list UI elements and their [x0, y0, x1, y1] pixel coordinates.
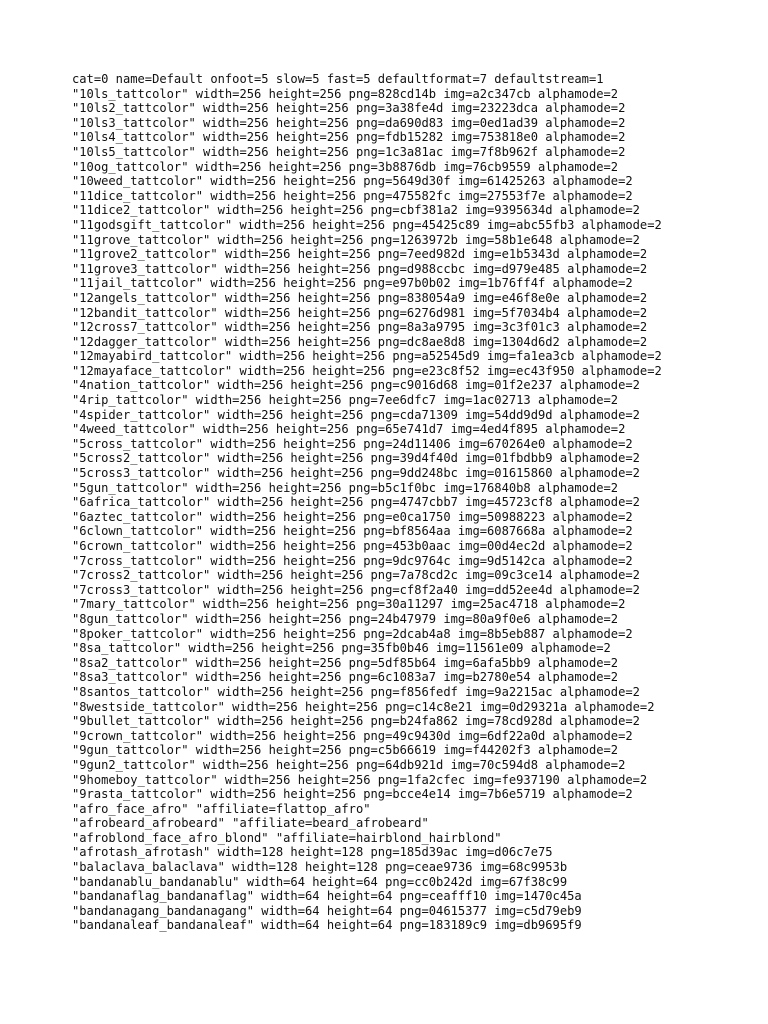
document-line: "4spider_tattcolor" width=256 height=256 png=cda71309 img=54dd9d9d alphamode=2 — [72, 407, 640, 422]
document-line: "10ls3_tattcolor" width=256 height=256 png=da690d83 img=0ed1ad39 alphamode=2 — [72, 115, 626, 130]
document-line: "10ls5_tattcolor" width=256 height=256 png=1c3a81ac img=7f8b962f alphamode=2 — [72, 144, 626, 159]
document-line: "6africa_tattcolor" width=256 height=256 png=4747cbb7 img=45723cf8 alphamode=2 — [72, 495, 640, 510]
document-line: "afrobeard_afrobeard" "affiliate=beard_afrobeard" — [72, 816, 429, 831]
document-line: "afroblond_face_afro_blond" "affiliate=hairblond_hairblond" — [72, 830, 502, 845]
document-line: "5gun_tattcolor" width=256 height=256 png=b5c1f0bc img=176840b8 alphamode=2 — [72, 480, 619, 495]
document-line: "12bandit_tattcolor" width=256 height=256 png=6276d981 img=5f7034b4 alphamode=2 — [72, 305, 648, 320]
document-line: "bandanablu_bandanablu" width=64 height=64 png=cc0b242d img=67f38c99 — [72, 874, 568, 889]
document-line: "9crown_tattcolor" width=256 height=256 png=49c9430d img=6df22a0d alphamode=2 — [72, 728, 633, 743]
document-line: "12angels_tattcolor" width=256 height=256 png=838054a9 img=e46f8e0e alphamode=2 — [72, 290, 648, 305]
document-line: "4nation_tattcolor" width=256 height=256 png=c9016d68 img=01f2e237 alphamode=2 — [72, 378, 640, 393]
document-line: "10weed_tattcolor" width=256 height=256 png=5649d30f img=61425263 alphamode=2 — [72, 174, 633, 189]
document-line: "afro_face_afro" "affiliate=flattop_afro" — [72, 801, 371, 816]
document-line: "11grove_tattcolor" width=256 height=256 png=1263972b img=58b1e648 alphamode=2 — [72, 232, 640, 247]
document-line: "9gun2_tattcolor" width=256 height=256 png=64db921d img=70c594d8 alphamode=2 — [72, 757, 626, 772]
document-line: "balaclava_balaclava" width=128 height=128 png=ceae9736 img=68c9953b — [72, 860, 568, 875]
document-line: "4rip_tattcolor" width=256 height=256 png=7ee6dfc7 img=1ac02713 alphamode=2 — [72, 393, 619, 408]
document-line: "11jail_tattcolor" width=256 height=256 png=e97b0b02 img=1b76ff4f alphamode=2 — [72, 276, 633, 291]
document-line: "5cross2_tattcolor" width=256 height=256 png=39d4f40d img=01fbdbb9 alphamode=2 — [72, 451, 640, 466]
document-line: "9homeboy_tattcolor" width=256 height=256 png=1fa2cfec img=fe937190 alphamode=2 — [72, 772, 648, 787]
document-line: "10ls2_tattcolor" width=256 height=256 png=3a38fe4d img=23223dca alphamode=2 — [72, 101, 626, 116]
document-line: "12cross7_tattcolor" width=256 height=256 png=8a3a9795 img=3c3f01c3 alphamode=2 — [72, 320, 648, 335]
document-line: "9rasta_tattcolor" width=256 height=256 png=bcce4e14 img=7b6e5719 alphamode=2 — [72, 787, 633, 802]
document-line: "8santos_tattcolor" width=256 height=256 png=f856fedf img=9a2215ac alphamode=2 — [72, 684, 640, 699]
document-line: "bandanaflag_bandanaflag" width=64 height=64 png=ceafff10 img=1470c45a — [72, 889, 582, 904]
document-line: "12mayabird_tattcolor" width=256 height=256 png=a52545d9 img=fa1ea3cb alphamode=2 — [72, 349, 662, 364]
document-line: "11dice_tattcolor" width=256 height=256 png=475582fc img=27553f7e alphamode=2 — [72, 188, 633, 203]
document-line: "9gun_tattcolor" width=256 height=256 png=c5b66619 img=f44202f3 alphamode=2 — [72, 743, 619, 758]
document-line: "5cross3_tattcolor" width=256 height=256 png=9dd248bc img=01615860 alphamode=2 — [72, 466, 640, 481]
document-line: "8sa2_tattcolor" width=256 height=256 png=5df85b64 img=6afa5bb9 alphamode=2 — [72, 655, 619, 670]
document-line: "8sa_tattcolor" width=256 height=256 png=35fb0b46 img=11561e09 alphamode=2 — [72, 641, 611, 656]
document-body — [72, 72, 742, 933]
document-line: "8westside_tattcolor" width=256 height=256 png=c14c8e21 img=0d29321a alphamode=2 — [72, 699, 655, 714]
document-line: "afrotash_afrotash" width=128 height=128 png=185d39ac img=d06c7e75 — [72, 845, 553, 860]
document-line: "11godsgift_tattcolor" width=256 height=256 png=45425c89 img=abc55fb3 alphamode=2 — [72, 217, 662, 232]
document-line: "bandanagang_bandanagang" width=64 height=64 png=04615377 img=c5d79eb9 — [72, 903, 582, 918]
document-line: cat=0 name=Default onfoot=5 slow=5 fast=5 defaultformat=7 defaultstream=1 — [72, 72, 604, 86]
document-line: "10ls4_tattcolor" width=256 height=256 png=fdb15282 img=753818e0 alphamode=2 — [72, 130, 626, 145]
document-line: "11dice2_tattcolor" width=256 height=256 png=cbf381a2 img=9395634d alphamode=2 — [72, 203, 640, 218]
document-line: "11grove2_tattcolor" width=256 height=256 png=7eed982d img=e1b5343d alphamode=2 — [72, 247, 648, 262]
document-line: "12mayaface_tattcolor" width=256 height=256 png=e23c8f52 img=ec43f950 alphamode=2 — [72, 363, 662, 378]
document-line: "8poker_tattcolor" width=256 height=256 png=2dcab4a8 img=8b5eb887 alphamode=2 — [72, 626, 633, 641]
document-line: "6aztec_tattcolor" width=256 height=256 png=e0ca1750 img=50988223 alphamode=2 — [72, 509, 633, 524]
document-line: "6clown_tattcolor" width=256 height=256 png=bf8564aa img=6087668a alphamode=2 — [72, 524, 633, 539]
document-line: "7cross2_tattcolor" width=256 height=256 png=7a78cd2c img=09c3ce14 alphamode=2 — [72, 568, 640, 583]
document-line: "12dagger_tattcolor" width=256 height=256 png=dc8ae8d8 img=1304d6d2 alphamode=2 — [72, 334, 648, 349]
document-line: "7mary_tattcolor" width=256 height=256 png=30a11297 img=25ac4718 alphamode=2 — [72, 597, 626, 612]
document-line: "9bullet_tattcolor" width=256 height=256 png=b24fa862 img=78cd928d alphamode=2 — [72, 714, 640, 729]
document-line: "4weed_tattcolor" width=256 height=256 png=65e741d7 img=4ed4f895 alphamode=2 — [72, 422, 626, 437]
document-line: "8sa3_tattcolor" width=256 height=256 png=6c1083a7 img=b2780e54 alphamode=2 — [72, 670, 619, 685]
document-line: "8gun_tattcolor" width=256 height=256 png=24b47979 img=80a9f0e6 alphamode=2 — [72, 611, 619, 626]
document-line: "bandanaleaf_bandanaleaf" width=64 height=64 png=183189c9 img=db9695f9 — [72, 918, 582, 933]
document-line: "7cross3_tattcolor" width=256 height=256 png=cf8f2a40 img=dd52ee4d alphamode=2 — [72, 582, 640, 597]
document-line: "10og_tattcolor" width=256 height=256 png=3b8876db img=76cb9559 alphamode=2 — [72, 159, 619, 174]
document-line: "7cross_tattcolor" width=256 height=256 png=9dc9764c img=9d5142ca alphamode=2 — [72, 553, 633, 568]
document-line: "10ls_tattcolor" width=256 height=256 png=828cd14b img=a2c347cb alphamode=2 — [72, 86, 619, 101]
document-line: "11grove3_tattcolor" width=256 height=256 png=d988ccbc img=d979e485 alphamode=2 — [72, 261, 648, 276]
document-line: "5cross_tattcolor" width=256 height=256 png=24d11406 img=670264e0 alphamode=2 — [72, 436, 633, 451]
document-line: "6crown_tattcolor" width=256 height=256 png=453b0aac img=00d4ec2d alphamode=2 — [72, 539, 633, 553]
